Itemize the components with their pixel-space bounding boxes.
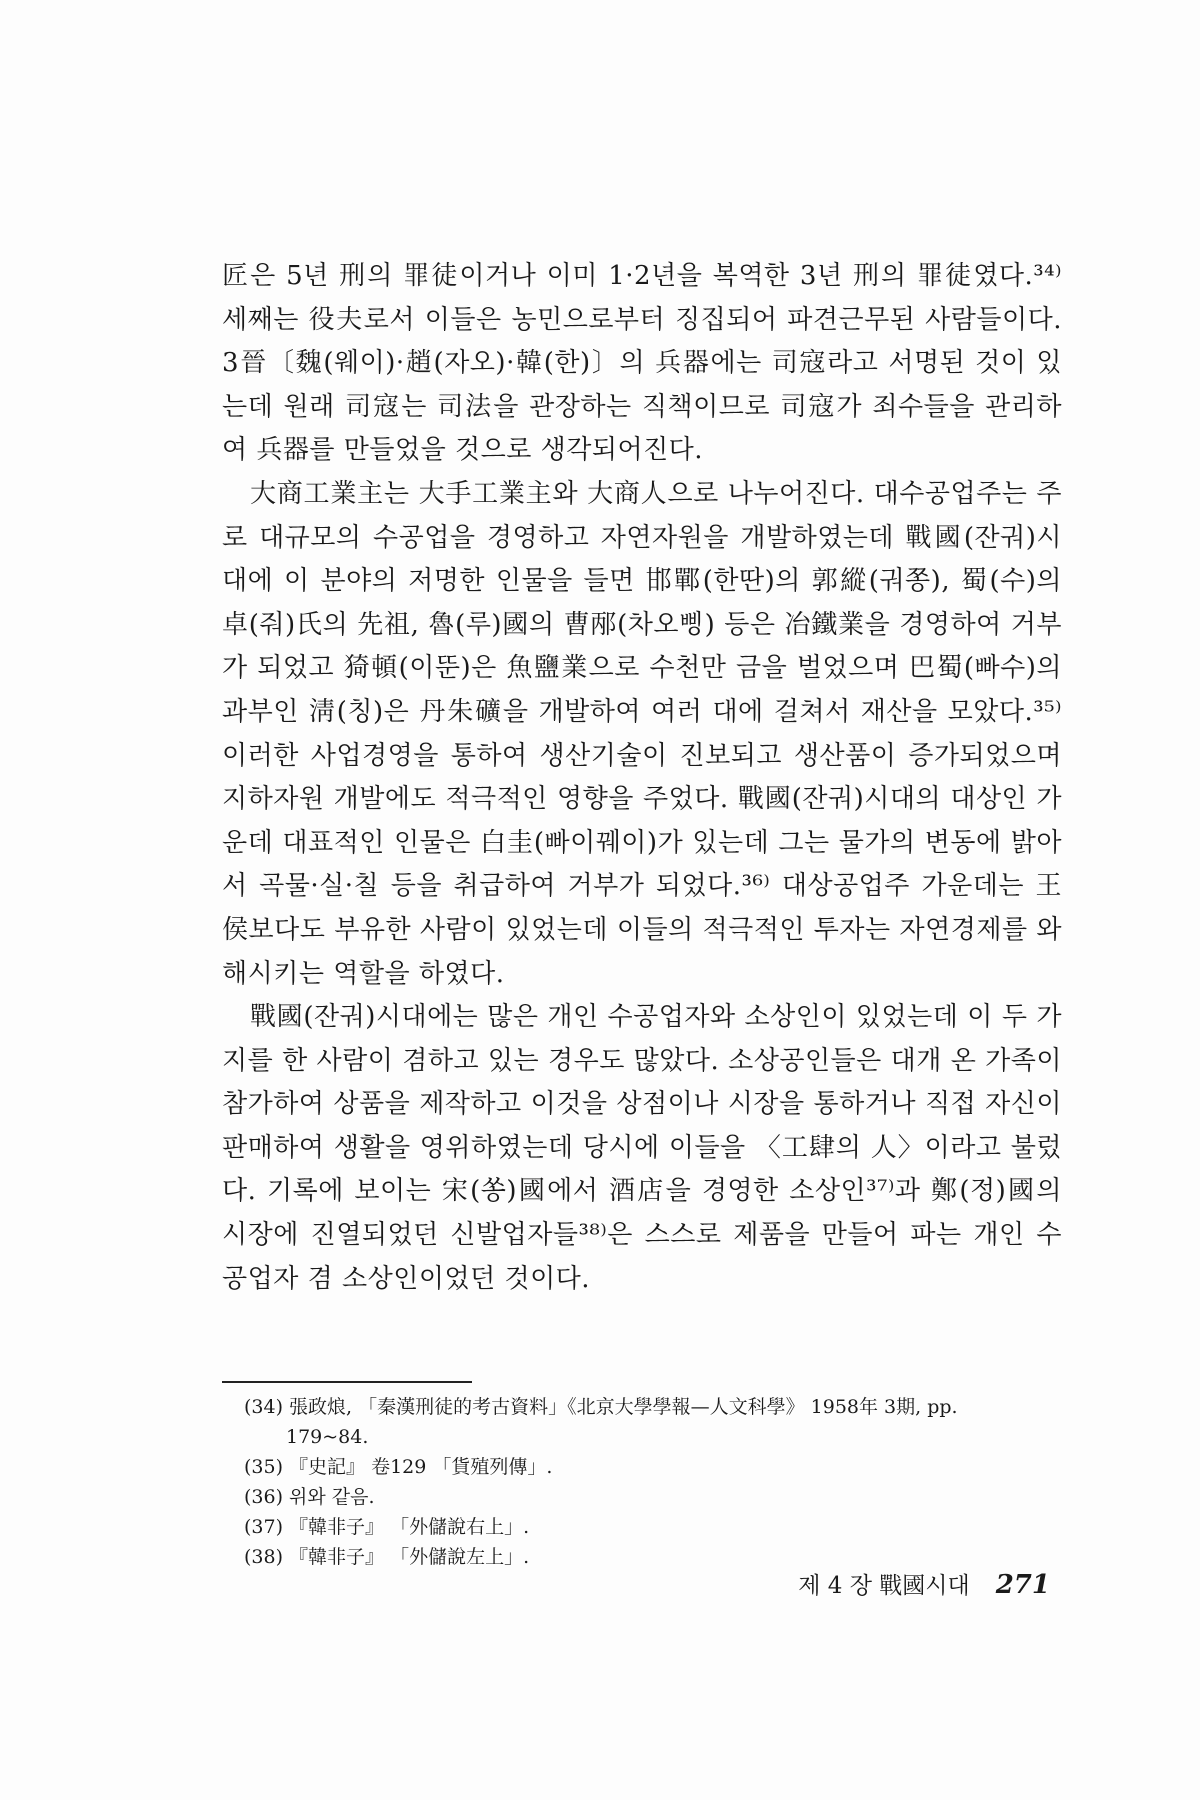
paragraph-1: 匠은 5년 刑의 罪徒이거나 이미 1·2년을 복역한 3년 刑의 罪徒였다.³⁴⁾ 세째는 役夫로서 이들은 농민으로부터 징집되어 파견근무된 사람들이다. 3晉〔魏(웨이)·趙(자오)·韓(한)〕의 兵器에는 司寇라고 서명된 것이 있는데 원래 司寇는 司法을 관장하는 직책이므로 司寇가 죄수들을 관리하여 兵器를 만들었을 것으로 생각되어진다. <box>222 261 1062 466</box>
page-number: 271 <box>995 1570 1050 1600</box>
running-footer <box>798 1567 1050 1600</box>
footnotes <box>244 1392 1044 1572</box>
footnote-35: (35) 『史記』 卷129 「貨殖列傳」. <box>244 1456 553 1478</box>
paragraph-2: 大商工業主는 大手工業主와 大商人으로 나누어진다. 대수공업주는 주로 대규모의 수공업을 경영하고 자연자원을 개발하였는데 戰國(잔궈)시대에 이 분야의 저명한 인물을 들면 邯鄲(한딴)의 郭縱(궈쫑), 蜀(수)의 卓(줘)氏의 先祖, 魯(루)國의 曹邴(차오삥) 등은 冶鐵業을 경영하여 거부가 되었고 猗頓(이뚠)은 魚鹽業으로 수천만 금을 벌었으며 巴蜀(빠수)의 과부인 淸(칭)은 丹朱礦을 개발하여 여러 대에 걸쳐서 재산을 모았다.³⁵⁾ 이러한 사업경영을 통하여 생산기술이 진보되고 생산품이 증가되었으며 지하자원 개발에도 적극적인 영향을 주었다. 戰國(잔궈)시대의 대상인 가운데 대표적인 인물은 白圭(빠이꿰이)가 있는데 그는 물가의 변동에 밝아서 곡물·실·칠 등을 취급하여 거부가 되었다.³⁶⁾ 대상공업주 가운데는 王侯보다도 부유한 사람이 있었는데 이들의 적극적인 투자는 자연경제를 와해시키는 역할을 하였다. <box>222 478 1062 989</box>
footnote-36: (36) 위와 같음. <box>244 1486 375 1508</box>
paragraph-3: 戰國(잔궈)시대에는 많은 개인 수공업자와 소상인이 있었는데 이 두 가지를 한 사람이 겸하고 있는 경우도 많았다. 소상공인들은 대개 온 가족이 참가하여 상품을 제작하고 이것을 상점이나 시장을 통하거나 직접 자신이 판매하여 생활을 영위하였는데 당시에 이들을 〈工肆의 人〉이라고 불렀다. 기록에 보이는 宋(쏭)國에서 酒店을 경영한 소상인³⁷⁾과 鄭(정)國의 시장에 진열되었던 신발업자들³⁸⁾은 스스로 제품을 만들어 파는 개인 수공업자 겸 소상인이었던 것이다. <box>222 1002 1062 1294</box>
footnote-38: (38) 『韓非子』 「外儲說左上」. <box>244 1546 530 1568</box>
body-text <box>222 255 1062 1301</box>
footnote-37: (37) 『韓非子』 「外儲說右上」. <box>244 1516 530 1538</box>
chapter-title: 제 4 장 戰國시대 <box>798 1573 970 1599</box>
footnote-divider <box>222 1381 472 1383</box>
footnote-34: (34) 張政烺, 「秦漢刑徒的考古資料」《北京大學學報—人文科學》 1958年 3期, pp. 179~84. <box>244 1396 958 1448</box>
